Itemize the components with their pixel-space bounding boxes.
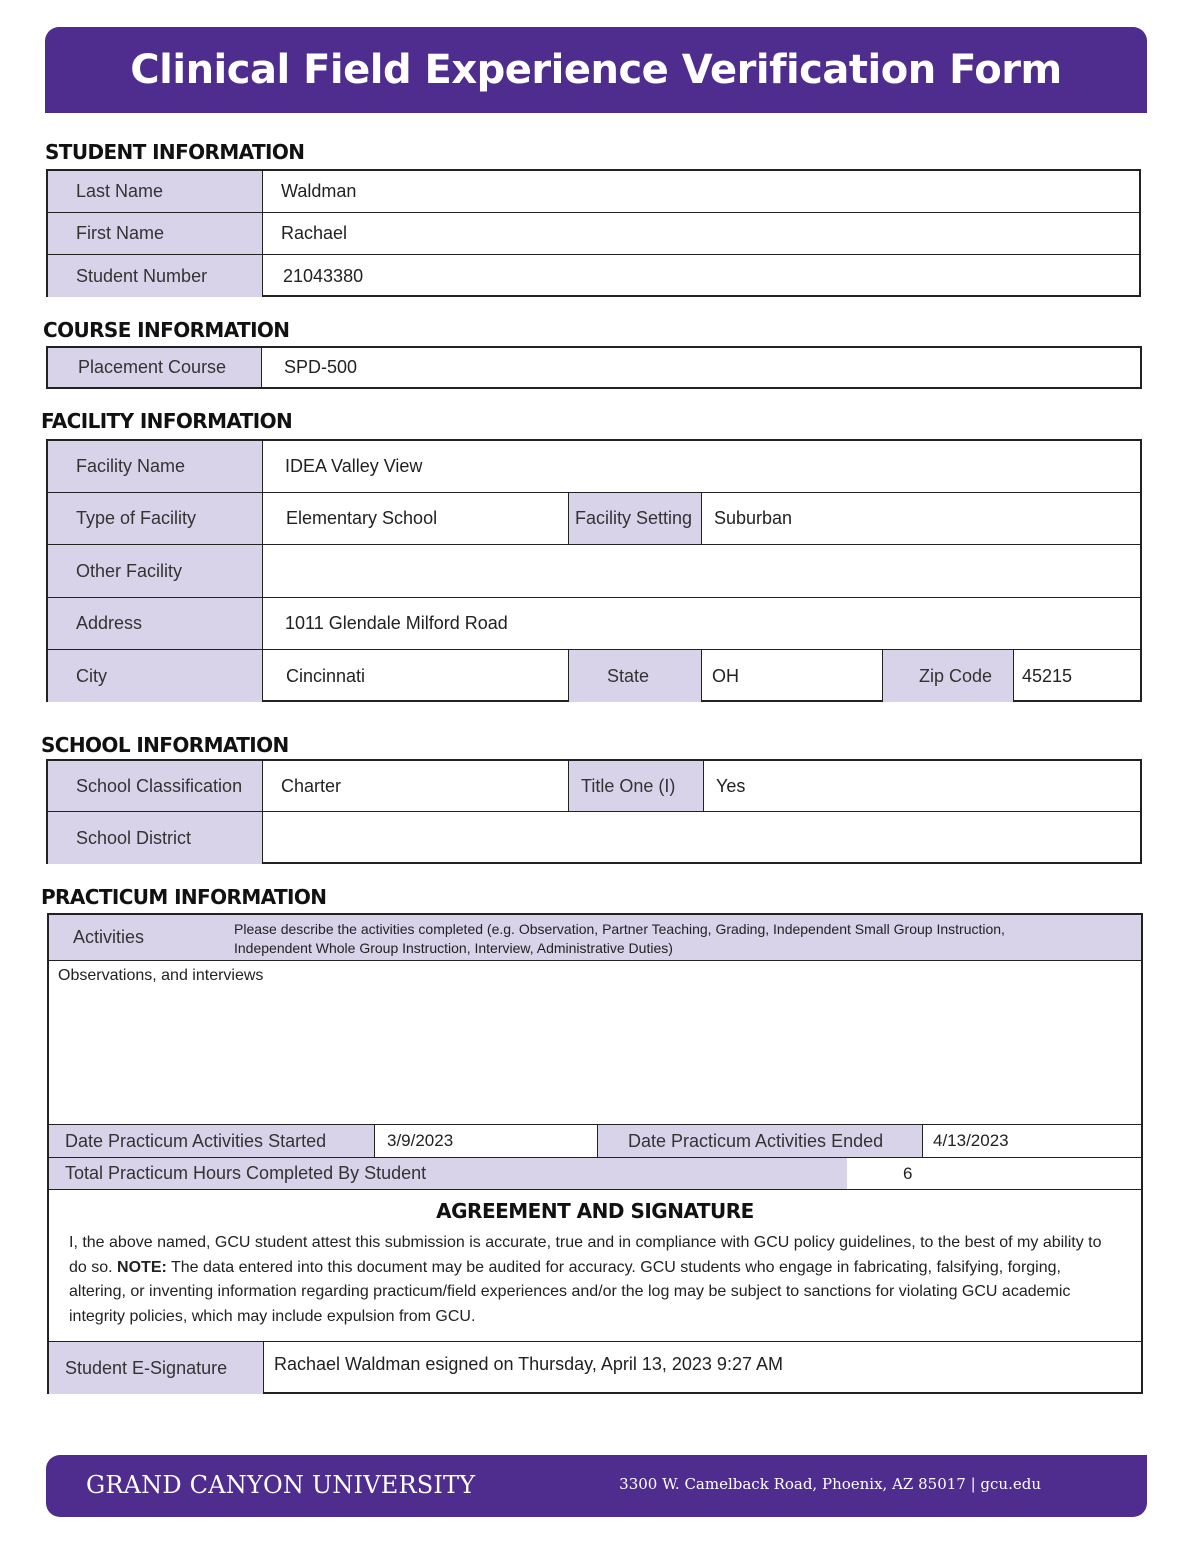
placement-course-label: Placement Course [48,348,262,387]
practicum-info-table [47,913,1143,1394]
form-header-banner [45,27,1147,113]
type-of-facility-field[interactable]: Elementary School [286,508,438,528]
footer-banner [46,1455,1147,1517]
facility-name-label: Facility Name [48,441,263,492]
first-name-label: First Name [48,213,263,254]
student-number-field[interactable]: 21043380 [283,265,364,286]
total-hours-label: Total Practicum Hours Completed By Student [49,1158,847,1189]
state-label: State [568,650,702,702]
title-one-label: Title One (I) [568,761,704,811]
activities-text-row [49,961,1141,1125]
total-hours-field[interactable]: 6 [903,1163,913,1183]
practicum-section-title: PRACTICUM INFORMATION [41,885,327,909]
school-classification-row [48,761,1140,812]
course-section-title: COURSE INFORMATION [43,318,290,342]
university-logo: GRAND CANYON UNIVERSITY [86,1471,476,1499]
type-of-facility-label: Type of Facility [48,493,263,544]
facility-info-table [46,439,1142,702]
agreement-title: AGREEMENT AND SIGNATURE [436,1199,754,1223]
other-facility-row [48,545,1140,598]
total-hours-row [49,1158,1141,1190]
university-address: 3300 W. Camelback Road, Phoenix, AZ 85017 | gcu.edu [619,1475,1041,1493]
address-row [48,598,1140,650]
activities-label: Activities [73,927,145,947]
school-classification-field[interactable]: Charter [281,775,342,796]
other-facility-field[interactable] [263,545,1140,597]
signature-label: Student E-Signature [49,1342,264,1394]
zip-code-label: Zip Code [882,650,1014,702]
date-ended-field[interactable]: 4/13/2023 [933,1131,1009,1150]
first-name-row [48,213,1139,255]
facility-section-title: FACILITY INFORMATION [41,409,293,433]
activities-hint: Please describe the activities completed (e.g. Observation, Partner Teaching, Grading, Independent Small Group Instruction, Independent Whole Group Instruction, Interview, Administrative Duties) [234,921,1005,956]
student-number-row [48,255,1139,297]
placement-course-row [48,348,1140,387]
agreement-note-label: NOTE: [117,1258,167,1276]
school-district-row [48,812,1140,864]
facility-name-row [48,441,1140,493]
city-field[interactable]: Cincinnati [286,665,366,686]
school-district-field[interactable] [263,812,1140,864]
signature-row [49,1342,1141,1394]
address-field[interactable]: 1011 Glendale Milford Road [285,613,508,633]
first-name-field[interactable]: Rachael [281,223,348,243]
state-field[interactable]: OH [712,665,739,686]
facility-setting-field[interactable]: Suburban [714,508,793,528]
facility-setting-label: Facility Setting [568,493,702,544]
city-label: City [48,650,263,702]
last-name-field[interactable]: Waldman [281,181,357,201]
date-ended-label: Date Practicum Activities Ended [597,1125,923,1157]
signature-field[interactable]: Rachael Waldman esigned on Thursday, April 13, 2023 9:27 AM [274,1354,783,1374]
date-started-field[interactable]: 3/9/2023 [387,1131,454,1150]
activities-textarea[interactable]: Observations, and interviews [58,967,264,984]
agreement-text [65,1231,1117,1329]
activities-header-row [49,915,1141,961]
other-facility-label: Other Facility [48,545,263,597]
agreement-block [49,1190,1141,1342]
city-state-zip-row [48,650,1140,702]
school-section-title: SCHOOL INFORMATION [41,733,289,757]
course-info-table [46,346,1142,389]
student-number-label: Student Number [48,255,263,297]
title-one-field[interactable]: Yes [716,775,746,796]
school-info-table [46,759,1142,864]
practicum-dates-row [49,1125,1141,1158]
school-classification-label: School Classification [48,761,263,811]
placement-course-field[interactable]: SPD-500 [284,357,358,377]
last-name-row [48,171,1139,213]
facility-name-field[interactable]: IDEA Valley View [285,456,423,476]
form-title: Clinical Field Experience Verification Form [130,47,1062,93]
address-label: Address [48,598,263,649]
student-section-title: STUDENT INFORMATION [45,140,305,164]
facility-type-row [48,493,1140,545]
school-district-label: School District [48,812,263,864]
agreement-text-part2: The data entered into this document may be audited for accuracy. GCU students who engage in fabricating, falsifying, forging, altering, or inventing information regarding practicum/field experiences and/or the log may be subject to sanctions for violating GCU academic integrity policies, which may include expulsion from GCU. [69,1258,1071,1325]
agreement-text-part1: I, the above named, GCU student attest this submission is accurate, true and in compliance with GCU policy guidelines, to the best of my ability to do so. [69,1234,1102,1276]
last-name-label: Last Name [48,171,263,212]
student-info-table [46,169,1141,297]
date-started-label: Date Practicum Activities Started [49,1125,375,1157]
zip-code-field[interactable]: 45215 [1022,665,1073,686]
